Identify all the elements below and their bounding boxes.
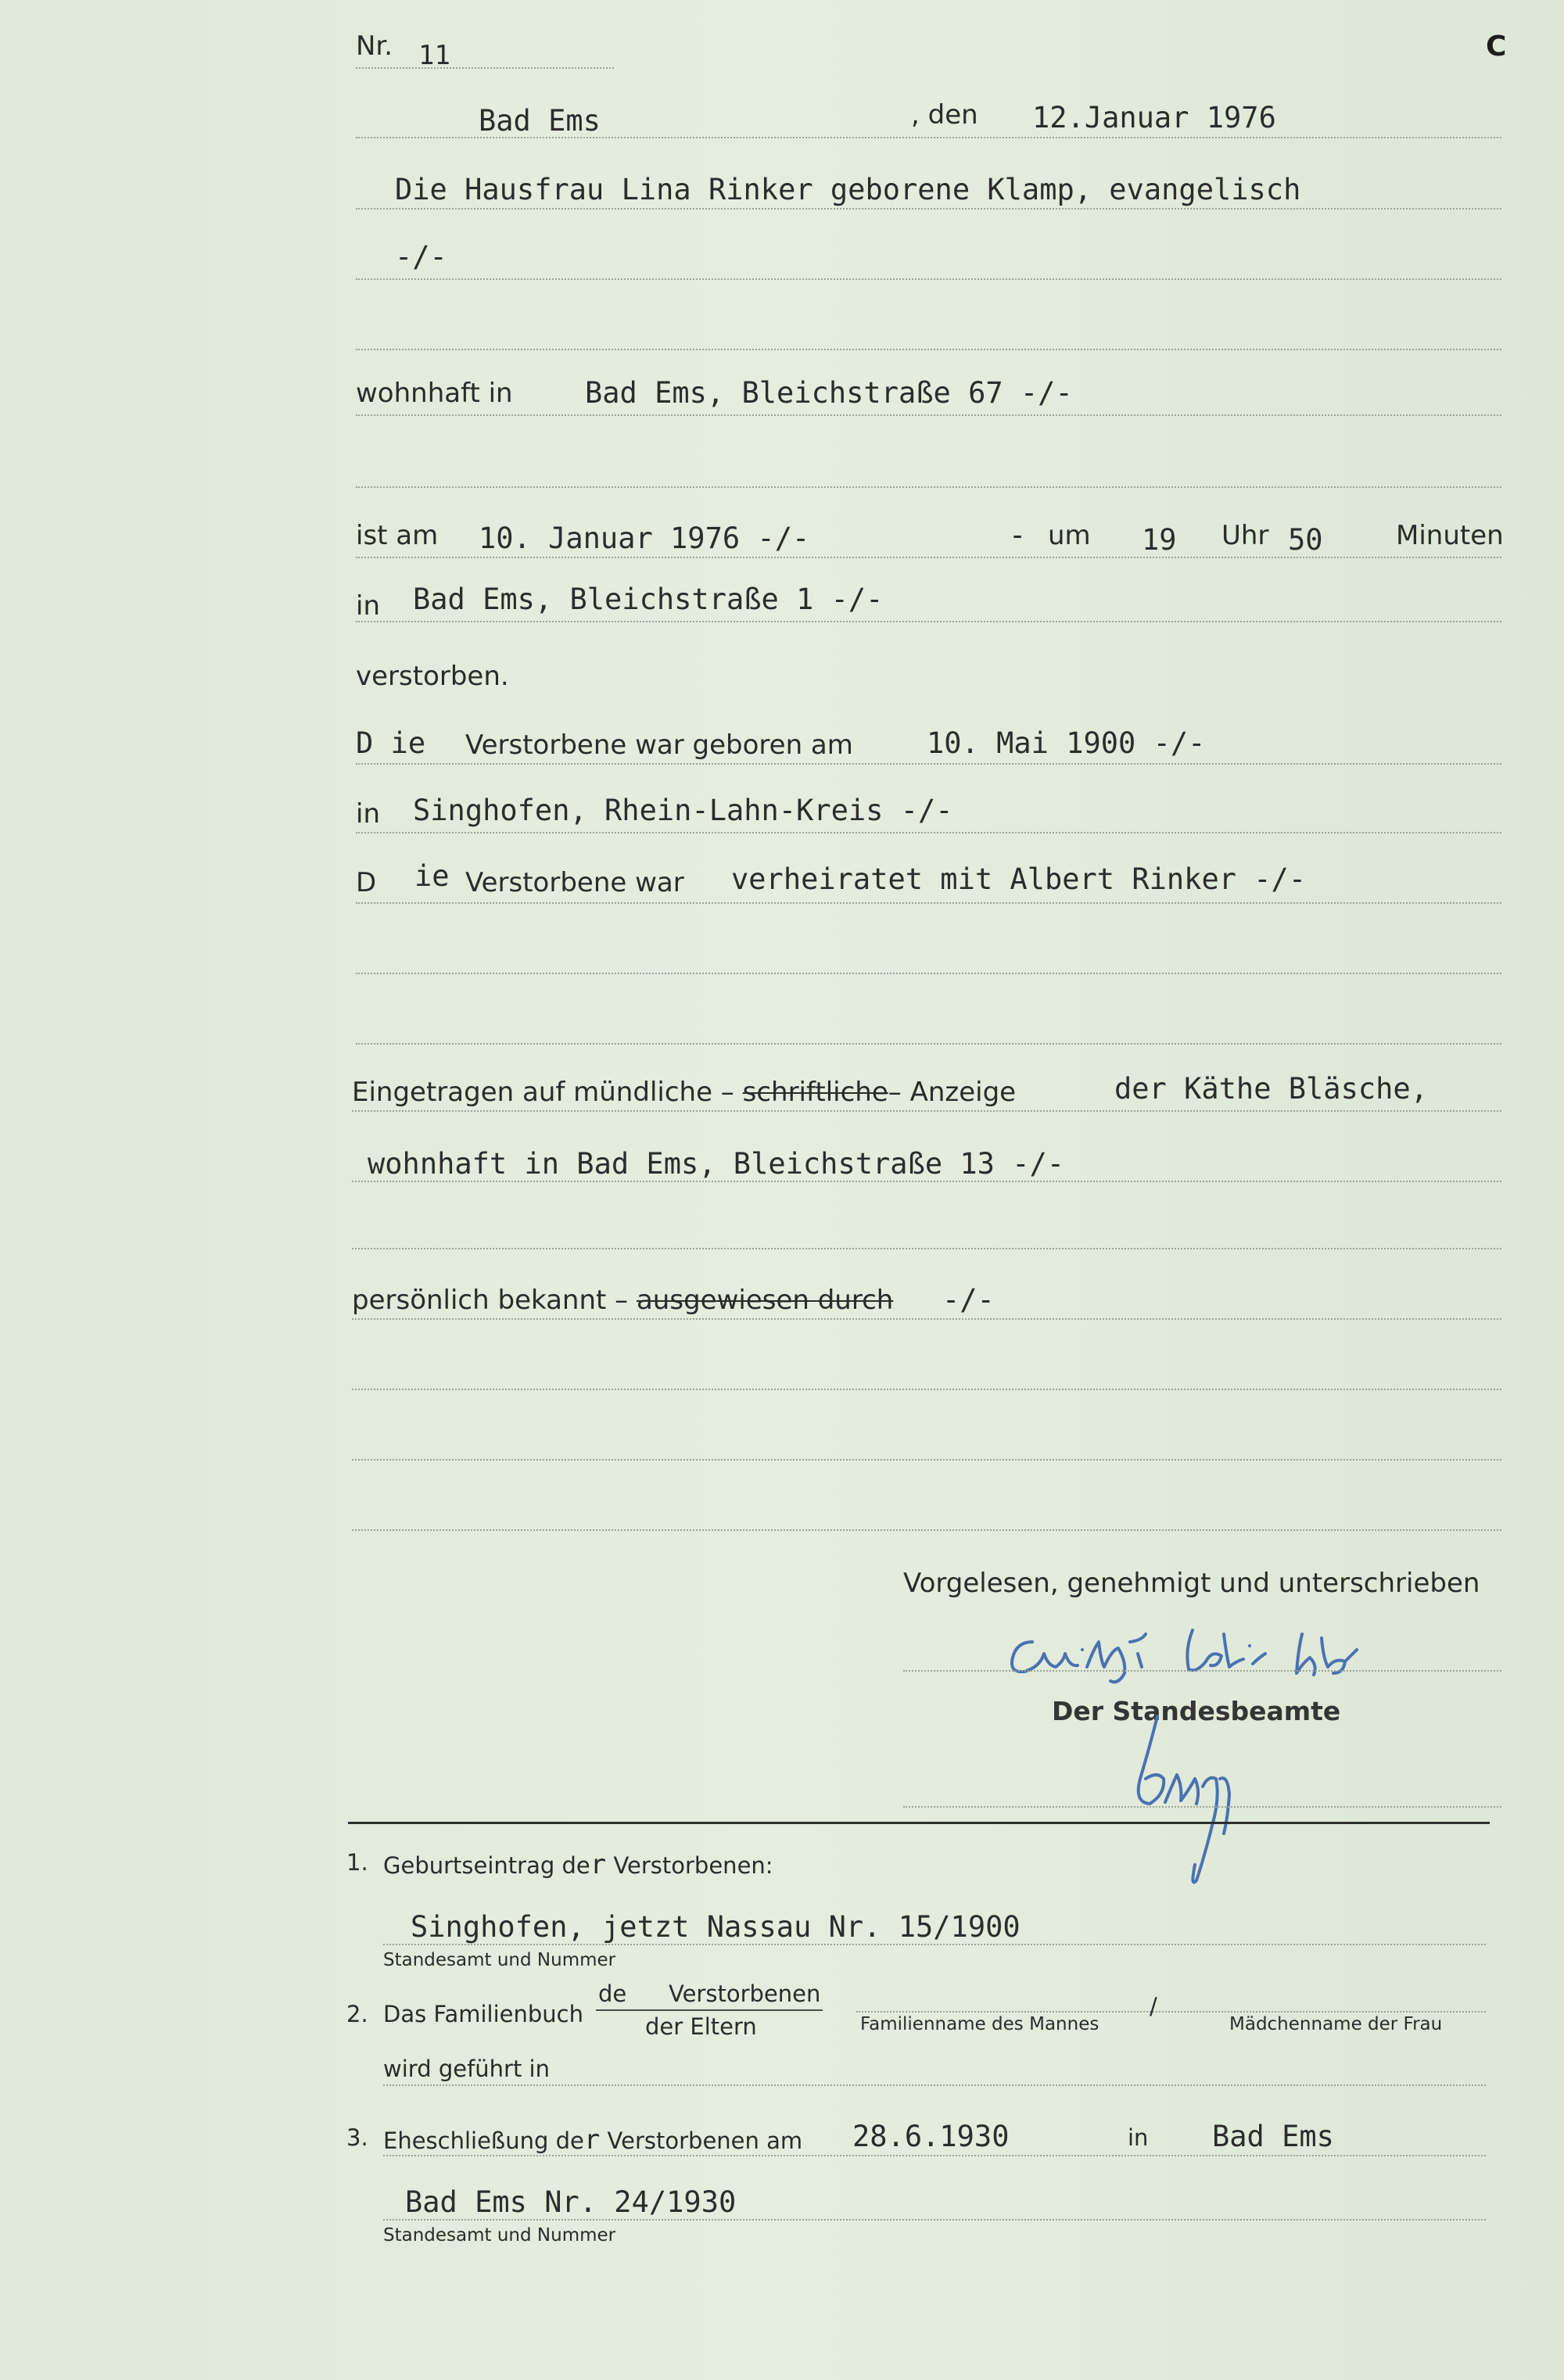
uhr-label: Uhr — [1221, 520, 1269, 551]
signature-line — [903, 1670, 1501, 1672]
item1-caption: Standesamt und Nummer — [383, 1950, 616, 1970]
nr-line — [356, 67, 614, 69]
line-rule — [856, 2011, 1486, 2013]
informant-signature — [1001, 1618, 1455, 1689]
deceased-line-1: Die Hausfrau Lina Rinker geborene Klamp, evangelisch — [395, 173, 1301, 206]
line-rule — [352, 1318, 1501, 1320]
minute: 50 — [1288, 523, 1323, 557]
line-rule — [383, 2219, 1486, 2220]
line-rule — [356, 557, 1501, 558]
item3-num: 3. — [346, 2124, 368, 2151]
birth-place: Singhofen, Rhein-Lahn-Kreis -/- — [413, 794, 953, 827]
item3-in: in — [1128, 2124, 1149, 2151]
dash-mark: - — [1009, 518, 1027, 552]
in-label: in — [356, 798, 380, 830]
informant-name: der Käthe Bläsche, — [1114, 1072, 1428, 1106]
line-rule — [352, 1110, 1501, 1112]
divider — [348, 1822, 1490, 1824]
line-rule — [356, 208, 1501, 210]
informant-address: wohnhaft in Bad Ems, Bleichstraße 13 -/- — [368, 1147, 1065, 1181]
born-label: Verstorbene war geboren am — [465, 729, 853, 761]
wohnhaft-label: wohnhaft in — [356, 378, 513, 409]
line-rule — [356, 414, 1501, 416]
date-line — [356, 137, 1501, 138]
read-approved-label: Vorgelesen, genehmigt und unterschrieben — [903, 1568, 1480, 1599]
item2-de: de — [598, 1980, 627, 2007]
line-rule — [383, 2084, 1486, 2086]
line-rule — [356, 349, 1501, 350]
item2-label: Das Familienbuch — [383, 2001, 583, 2027]
hour: 19 — [1142, 523, 1177, 557]
item3-place: Bad Ems — [1212, 2120, 1334, 2153]
known-label: persönlich bekannt – ausgewiesen durch — [352, 1285, 894, 1316]
nr-label: Nr. — [356, 30, 393, 62]
line-rule — [352, 1529, 1501, 1531]
known-value: -/- — [942, 1283, 995, 1317]
line-rule — [352, 1459, 1501, 1461]
married-prefix: D — [356, 867, 377, 898]
item2-verstorbenen: Verstorbenen — [669, 1980, 821, 2007]
item2-slash: / — [1150, 1993, 1157, 2020]
line-rule — [356, 763, 1501, 765]
line-rule — [352, 1248, 1501, 1249]
birth-date: 10. Mai 1900 -/- — [927, 726, 1206, 760]
verstorben-label: verstorben. — [356, 661, 509, 692]
item1-num: 1. — [346, 1849, 368, 1876]
line-rule — [356, 902, 1501, 904]
ist-am-label: ist am — [356, 520, 439, 551]
line-rule — [383, 2155, 1486, 2156]
item2-num: 2. — [346, 2001, 368, 2027]
line-rule — [356, 1043, 1501, 1045]
line-rule — [352, 1181, 1501, 1182]
married-suffix: ie — [414, 859, 450, 893]
line-rule — [356, 973, 1501, 974]
item3-date: 28.6.1930 — [852, 2120, 1010, 2153]
line-rule — [356, 486, 1501, 488]
item1-label: Geburtseintrag der Verstorbenen: — [383, 1849, 773, 1880]
nr-value: 11 — [418, 40, 450, 71]
deceased-line-2: -/- — [395, 240, 447, 274]
date: 12.Januar 1976 — [1032, 101, 1276, 134]
item3-caption: Standesamt und Nummer — [383, 2225, 616, 2246]
item3-label: Eheschließung der Verstorbenen am — [383, 2124, 803, 2156]
item3-value: Bad Ems Nr. 24/1930 — [405, 2185, 737, 2219]
born-prefix: D ie — [356, 726, 426, 760]
item2-wird: wird geführt in — [383, 2056, 550, 2082]
line-rule — [356, 832, 1501, 833]
place: Bad Ems — [479, 104, 601, 138]
line-rule — [356, 278, 1501, 280]
married-label: Verstorbene war — [465, 867, 684, 898]
fraction-line — [596, 2009, 823, 2011]
item1-value: Singhofen, jetzt Nassau Nr. 15/1900 — [411, 1910, 1021, 1944]
in-label: in — [356, 590, 380, 622]
den-label: , den — [911, 99, 978, 131]
corner-letter: C — [1486, 30, 1507, 63]
line-rule — [383, 1944, 1486, 1945]
registrar-label: Der Standesbeamte — [1052, 1696, 1341, 1726]
married-value: verheiratet mit Albert Rinker -/- — [731, 862, 1307, 896]
minuten-label: Minuten — [1396, 520, 1504, 551]
informant-label: Eingetragen auf mündliche – schriftliche– Anzeige — [352, 1077, 1017, 1108]
registrar-signature — [1103, 1701, 1259, 1888]
um-label: um — [1048, 520, 1091, 551]
line-rule — [352, 1389, 1501, 1390]
line-rule — [356, 621, 1501, 622]
item2-caption-man: Familienname des Mannes — [860, 2014, 1099, 2034]
death-place: Bad Ems, Bleichstraße 1 -/- — [413, 582, 884, 616]
death-date: 10. Januar 1976 -/- — [479, 522, 810, 555]
wohnhaft-value: Bad Ems, Bleichstraße 67 -/- — [585, 376, 1073, 410]
item2-caption-woman: Mädchenname der Frau — [1229, 2014, 1443, 2034]
signature-line — [903, 1806, 1501, 1808]
item2-eltern: der Eltern — [645, 2013, 757, 2040]
